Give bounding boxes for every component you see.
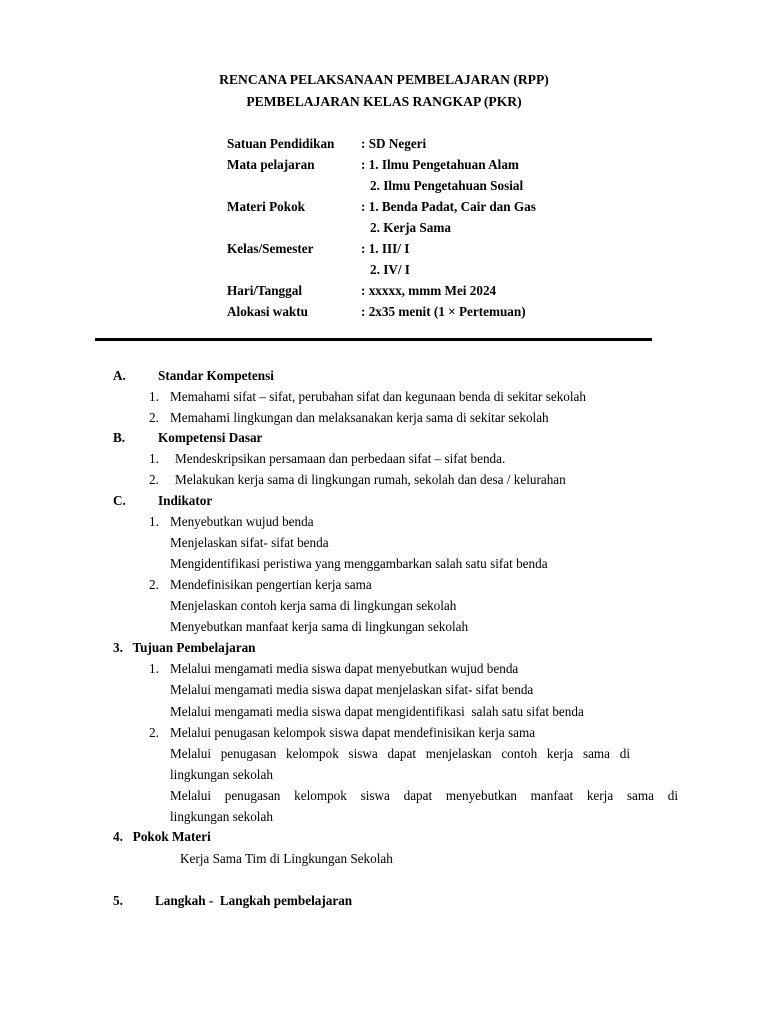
section-5-marker: 5. bbox=[113, 893, 123, 908]
document-subtitle: PEMBELAJARAN KELAS RANGKAP (PKR) bbox=[246, 94, 522, 109]
section-b-marker: B. bbox=[113, 430, 126, 445]
list-item: Melalui penugasan kelompok siswa dapat menjelaskan contoh kerja sama di bbox=[170, 746, 630, 761]
list-item: Memahami lingkungan dan melaksanakan kerja sama di sekitar sekolah bbox=[170, 410, 549, 425]
list-item: Memahami sifat – sifat, perubahan sifat dan kegunaan benda di sekitar sekolah bbox=[170, 389, 586, 404]
list-item: Mendeskripsikan persamaan dan perbedaan sifat – sifat benda. bbox=[175, 451, 506, 466]
horizontal-divider bbox=[95, 338, 652, 341]
list-number: 1. bbox=[149, 451, 159, 466]
list-item: Melalui mengamati media siswa dapat mengidentifikasi salah satu sifat benda bbox=[170, 704, 584, 719]
mapel-value-2: 2. Ilmu Pengetahuan Sosial bbox=[370, 178, 524, 193]
alokasi-label: Alokasi waktu bbox=[227, 304, 308, 319]
list-item: Melalui penugasan kelompok siswa dapat menyebutkan manfaat kerja sama di bbox=[170, 788, 678, 803]
mapel-label: Mata pelajaran bbox=[227, 157, 315, 172]
list-number: 1. bbox=[149, 514, 159, 529]
section-a-marker: A. bbox=[113, 368, 126, 383]
section-4-text: Kerja Sama Tim di Lingkungan Sekolah bbox=[180, 851, 393, 866]
list-item-continuation: lingkungan sekolah bbox=[170, 809, 273, 824]
list-item: Melalui mengamati media siswa dapat menjelaskan sifat- sifat benda bbox=[170, 682, 534, 697]
list-item: Mengidentifikasi peristiwa yang menggambarkan salah satu sifat benda bbox=[170, 556, 548, 571]
list-item: Melalui penugasan kelompok siswa dapat mendefinisikan kerja sama bbox=[170, 725, 536, 740]
section-a-heading: Standar Kompetensi bbox=[158, 368, 274, 383]
section-c-heading: Indikator bbox=[158, 493, 213, 508]
section-b-heading: Kompetensi Dasar bbox=[158, 430, 263, 445]
materi-label: Materi Pokok bbox=[227, 199, 306, 214]
list-number: 1. bbox=[149, 389, 159, 404]
list-item: Menyebutkan manfaat kerja sama di lingkungan sekolah bbox=[170, 619, 469, 634]
list-item: Menjelaskan sifat- sifat benda bbox=[170, 535, 329, 550]
kelas-value-2: 2. IV/ I bbox=[370, 262, 410, 277]
list-item-continuation: lingkungan sekolah bbox=[170, 767, 273, 782]
list-number: 2. bbox=[149, 577, 159, 592]
section-c-marker: C. bbox=[113, 493, 126, 508]
list-item: Menyebutkan wujud benda bbox=[170, 514, 314, 529]
section-3-heading: 3. Tujuan Pembelajaran bbox=[113, 640, 256, 655]
list-item: Mendefinisikan pengertian kerja sama bbox=[170, 577, 372, 592]
section-4-heading: 4. Pokok Materi bbox=[113, 829, 211, 844]
kelas-label: Kelas/Semester bbox=[227, 241, 314, 256]
document-title: RENCANA PELAKSANAAN PEMBELAJARAN (RPP) bbox=[219, 72, 549, 87]
list-number: 1. bbox=[149, 661, 159, 676]
hari-value: : xxxxx, mmm Mei 2024 bbox=[361, 283, 497, 298]
list-number: 2. bbox=[149, 472, 159, 487]
satuan-label: Satuan Pendidikan bbox=[227, 136, 335, 151]
materi-value-1: : 1. Benda Padat, Cair dan Gas bbox=[361, 199, 536, 214]
kelas-value-1: : 1. III/ I bbox=[361, 241, 410, 256]
hari-label: Hari/Tanggal bbox=[227, 283, 302, 298]
mapel-value-1: : 1. Ilmu Pengetahuan Alam bbox=[361, 157, 519, 172]
list-number: 2. bbox=[149, 410, 159, 425]
list-item: Melalui mengamati media siswa dapat menyebutkan wujud benda bbox=[170, 661, 519, 676]
satuan-value: : SD Negeri bbox=[361, 136, 427, 151]
list-item: Menjelaskan contoh kerja sama di lingkungan sekolah bbox=[170, 598, 457, 613]
section-5-heading: Langkah - Langkah pembelajaran bbox=[155, 893, 353, 908]
list-number: 2. bbox=[149, 725, 159, 740]
alokasi-value: : 2x35 menit (1 × Pertemuan) bbox=[361, 304, 526, 319]
list-item: Melakukan kerja sama di lingkungan rumah, sekolah dan desa / kelurahan bbox=[175, 472, 566, 487]
materi-value-2: 2. Kerja Sama bbox=[370, 220, 451, 235]
